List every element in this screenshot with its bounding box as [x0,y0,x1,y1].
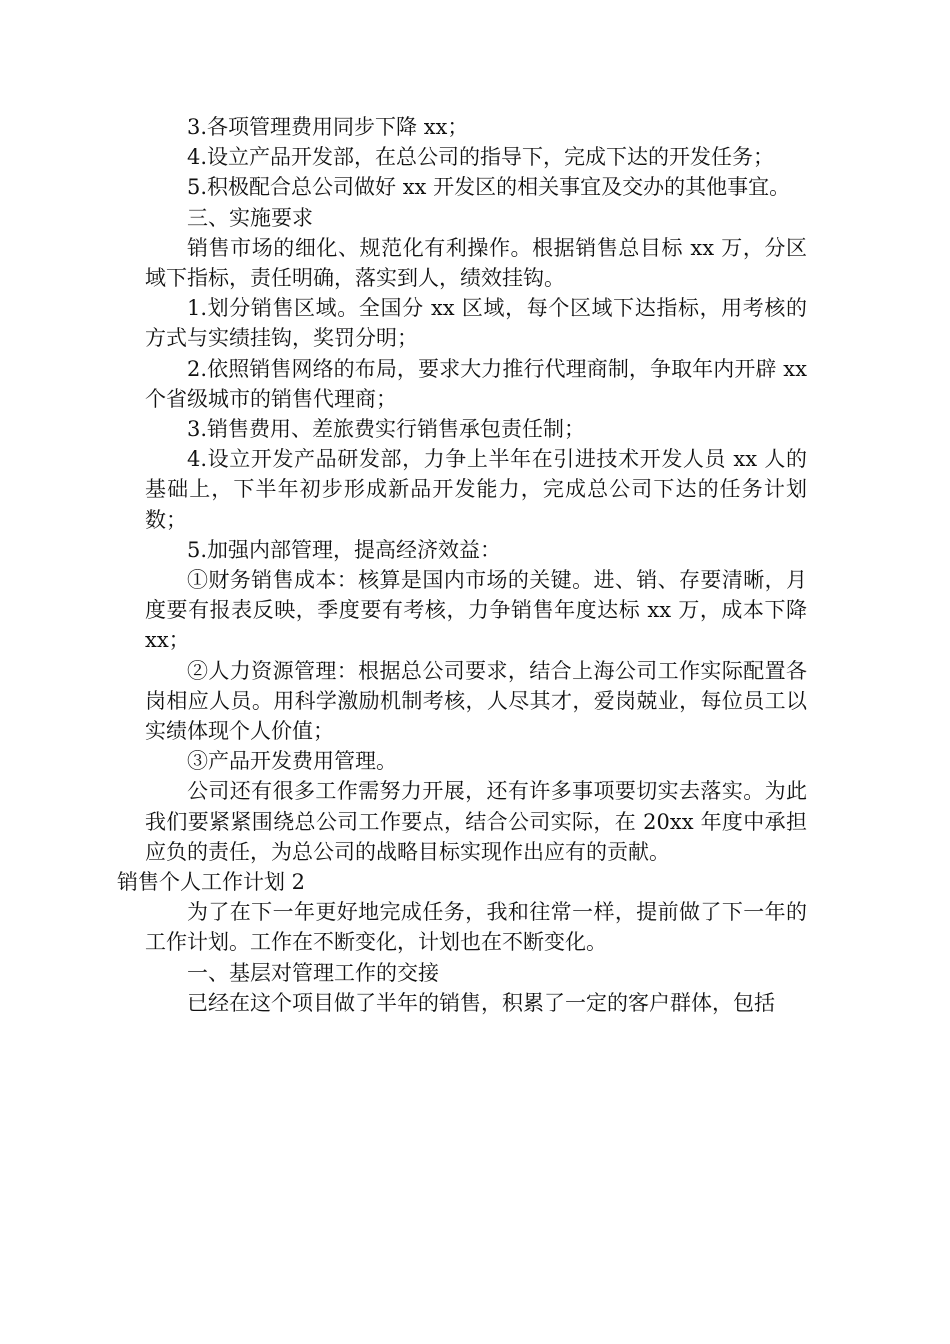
paragraph: 已经在这个项目做了半年的销售，积累了一定的客户群体，包括 [187,990,775,1015]
sub-item: ①财务销售成本：核算是国内市场的关键。进、销、存要清晰，月度要有报表反映，季度要有考核，力争销售年度达标 xx 万，成本下降 xx； [145,568,807,653]
paragraph: 销售市场的细化、规范化有利操作。根据销售总目标 xx 万，分区域下指标，责任明确，落实到人，绩效挂钩。 [145,235,807,291]
document-body [117,112,807,1018]
paragraph: 公司还有很多工作需努力开展，还有许多事项要切实去落实。为此我们要紧紧围绕总公司工作要点，结合公司实际，在 20xx 年度中承担应负的责任，为总公司的战略目标实现作出应有的贡献。 [145,779,807,864]
sub-item: ②人力资源管理：根据总公司要求，结合上海公司工作实际配置各岗相应人员。用科学激励机制考核，人尽其才，爱岗兢业，每位员工以实绩体现个人价值； [145,658,807,744]
section-heading: 三、实施要求 [187,205,313,230]
list-item: 1.划分销售区域。全国分 xx 区域，每个区域下达指标，用考核的方式与实绩挂钩，奖罚分明； [145,296,807,351]
paragraph: 4.设立产品开发部，在总公司的指导下，完成下达的开发任务； [187,145,775,170]
section-title: 销售个人工作计划 2 [117,870,306,895]
list-item: 5.加强内部管理，提高经济效益： [187,537,502,562]
paragraph: 3.各项管理费用同步下降 xx； [187,115,469,139]
list-item: 3.销售费用、差旅费实行销售承包责任制； [187,417,586,442]
paragraph: 5.积极配合总公司做好 xx 开发区的相关事宜及交办的其他事宜。 [187,175,791,200]
list-item: 2.依照销售网络的布局，要求大力推行代理商制，争取年内开辟 xx 个省级城市的销售代理商； [145,356,807,411]
list-item: 4.设立开发产品研发部，力争上半年在引进技术开发人员 xx 人的基础上，下半年初步形成新品开发能力，完成总公司下达的任务计划数； [145,447,807,532]
paragraph: 为了在下一年更好地完成任务，我和往常一样，提前做了下一年的工作计划。工作在不断变化，计划也在不断变化。 [145,900,807,955]
sub-item: ③产品开发费用管理。 [187,749,397,774]
section-heading: 一、基层对管理工作的交接 [187,960,439,985]
